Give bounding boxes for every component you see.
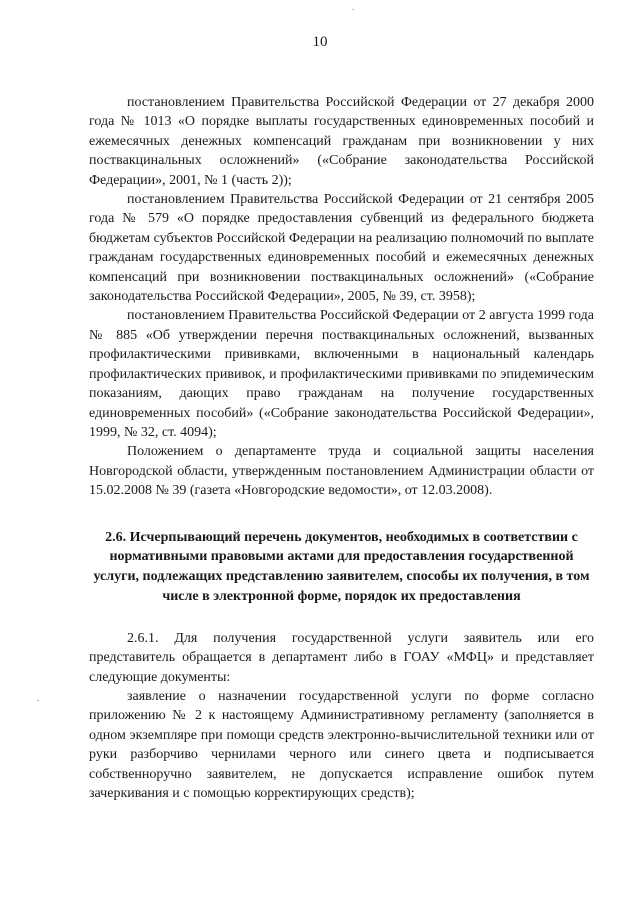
paragraph-decree-579: постановлением Правительства Российской Федерации от 21 сентября 2005 года № 579 «О порядке предоставления субвенций из федерального бюджета бюджетам субъектов Российской Федерации на реализацию полномочий по выплате гражданам государственных единовременных пособий и ежемесячных денежных компенсаций при возникновении поствакцинальных осложнений» («Собрание законодательства Российской Федерации», 2005, № 39, ст. 3958);: [89, 192, 594, 305]
paragraph-decree-885: постановлением Правительства Российской Федерации от 2 августа 1999 года № 885 «Об утверждении перечня поствакцинальных осложнений, вызванных профилактическими прививками, включенными в национальный календарь профилактических прививок, и профилактическими прививками по эпидемическим показаниям, дающих право гражданам на получение государственных единовременных пособий» («Собрание законодательства Российской Федерации», 1999, № 32, ст. 4094);: [89, 308, 594, 440]
scan-speck: [37, 700, 39, 701]
paragraph-2-6-1: 2.6.1. Для получения государственной услуги заявитель или его представитель обращается в департамент либо в ГОАУ «МФЦ» и представляет следующие документы:: [89, 630, 594, 685]
paragraph-department-regulation: Положением о департаменте труда и социальной защиты населения Новгородской области, утвержденным постановлением Администрации области от 15.02.2008 № 39 (газета «Новгородские ведомости», от 12.03.2008).: [89, 444, 594, 499]
paragraph-decree-1013: постановлением Правительства Российской Федерации от 27 декабря 2000 года № 1013 «О порядке выплаты государственных единовременных пособий и ежемесячных денежных компенсаций гражданам при возникновении у них поствакцинальных осложнений» («Собрание законодательства Российской Федерации», 2001, № 1 (часть 2));: [89, 95, 594, 188]
document-body: [89, 93, 594, 803]
paragraph-application: заявление о назначении государственной услуги по форме согласно приложению № 2 к настоящему Административному регламенту (заполняется в одном экземпляре при помощи средств электронно-вычислительной техники или от руки разборчиво чернилами черного или синего цвета и подписывается собственноручно заявителем, не допускается исправление ошибок путем зачеркивания и с помощью корректирующих средств);: [89, 688, 594, 801]
scan-speck: [352, 9, 354, 10]
section-heading: 2.6. Исчерпывающий перечень документов, необходимых в соответствии с нормативными правовыми актами для предоставления государственной услуги, подлежащих представлению заявителем, способы их получения, в том числе в электронной форме, порядок их предоставления: [93, 529, 590, 604]
page-number: 10: [312, 34, 328, 50]
